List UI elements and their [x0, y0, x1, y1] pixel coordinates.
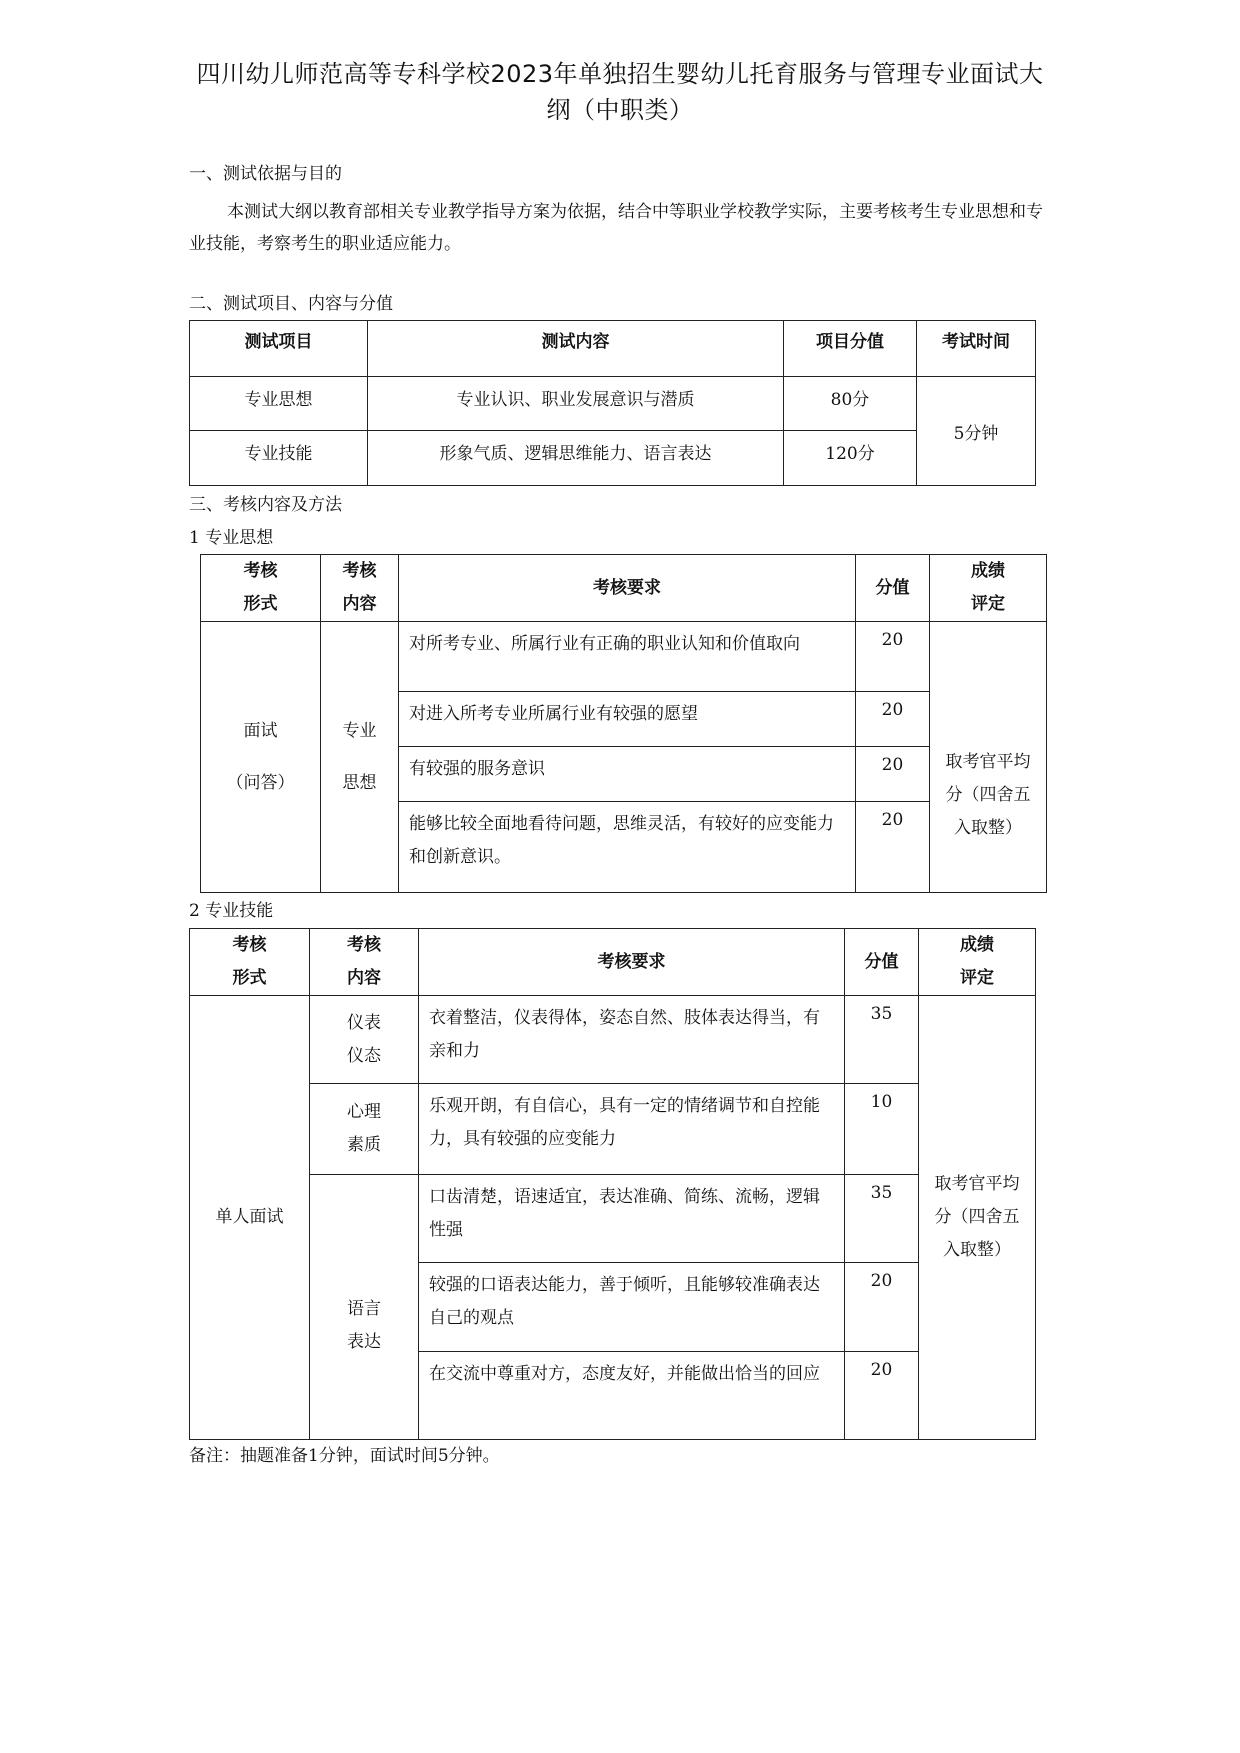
requirement-cell: 较强的口语表达能力，善于倾听，且能够较准确表达自己的观点 [419, 1263, 845, 1352]
header-requirement: 考核要求 [399, 555, 856, 622]
score-cell: 10 [845, 1084, 919, 1175]
header-requirement: 考核要求 [419, 929, 845, 996]
requirement-cell: 口齿清楚，语速适宜，表达准确、简练、流畅，逻辑性强 [419, 1175, 845, 1263]
header-evaluation: 成绩 评定 [930, 555, 1047, 622]
section1-body: 本测试大纲以教育部相关专业教学指导方案为依据，结合中等职业学校教学实际，主要考核考生专业思想和专业技能，考察考生的职业适应能力。 [189, 202, 1043, 254]
part2-heading: 2 专业技能 [189, 901, 274, 921]
table-row [190, 431, 1036, 486]
form-cell: 单人面试 [190, 996, 310, 1440]
header-test-content: 测试内容 [368, 321, 784, 377]
row-score: 80分 [784, 377, 917, 431]
form-cell: 面试 （问答） [201, 622, 321, 893]
requirement-cell: 在交流中尊重对方，态度友好，并能做出恰当的回应 [419, 1352, 845, 1440]
test-items-table [189, 320, 1036, 486]
requirement-cell: 能够比较全面地看待问题，思维灵活，有较好的应变能力和创新意识。 [399, 802, 856, 893]
section3-heading: 三、考核内容及方法 [189, 495, 342, 515]
row-item: 专业思想 [190, 377, 368, 431]
title-line-2: 纲（中职类） [546, 96, 694, 124]
header-content: 考核 内容 [321, 555, 399, 622]
row-score: 120分 [784, 431, 917, 486]
score-cell: 35 [845, 1175, 919, 1263]
professional-skill-table [189, 928, 1036, 1440]
score-cell: 20 [845, 1263, 919, 1352]
content-cell: 专业 思想 [321, 622, 399, 893]
table-header-row [190, 321, 1036, 377]
table-header-row [190, 929, 1036, 996]
score-cell: 35 [845, 996, 919, 1084]
table-row [201, 622, 1047, 692]
header-exam-time: 考试时间 [917, 321, 1036, 377]
requirement-cell: 有较强的服务意识 [399, 747, 856, 802]
score-cell: 20 [856, 802, 930, 893]
header-form: 考核 形式 [201, 555, 321, 622]
header-test-item: 测试项目 [190, 321, 368, 377]
table-row [190, 996, 1036, 1084]
row-content: 形象气质、逻辑思维能力、语言表达 [368, 431, 784, 486]
table-row [190, 1175, 1036, 1263]
score-cell: 20 [856, 747, 930, 802]
content-cell: 心理 素质 [310, 1084, 419, 1175]
table-header-row [201, 555, 1047, 622]
footnote: 备注：抽题准备1分钟，面试时间5分钟。 [189, 1446, 500, 1466]
requirement-cell: 对进入所考专业所属行业有较强的愿望 [399, 692, 856, 747]
score-cell: 20 [845, 1352, 919, 1440]
score-cell: 20 [856, 622, 930, 692]
score-cell: 20 [856, 692, 930, 747]
content-cell: 语言 表达 [310, 1175, 419, 1440]
evaluation-cell: 取考官平均 分（四舍五 入取整） [930, 622, 1047, 893]
requirement-cell: 乐观开朗，有自信心，具有一定的情绪调节和自控能力，具有较强的应变能力 [419, 1084, 845, 1175]
header-evaluation: 成绩 评定 [919, 929, 1036, 996]
part1-heading: 1 专业思想 [189, 528, 274, 548]
row-content: 专业认识、职业发展意识与潜质 [368, 377, 784, 431]
requirement-cell: 衣着整洁，仪表得体，姿态自然、肢体表达得当，有亲和力 [419, 996, 845, 1084]
exam-time-cell: 5分钟 [917, 377, 1036, 486]
header-item-score: 项目分值 [784, 321, 917, 377]
table-row [190, 1084, 1036, 1175]
row-item: 专业技能 [190, 431, 368, 486]
content-cell: 仪表 仪态 [310, 996, 419, 1084]
title-line-1: 四川幼儿师范高等专科学校2023年单独招生婴幼儿托育服务与管理专业面试大 [196, 60, 1044, 88]
evaluation-cell: 取考官平均 分（四舍五 入取整） [919, 996, 1036, 1440]
header-form: 考核 形式 [190, 929, 310, 996]
professional-thought-table [200, 554, 1047, 893]
section1-heading: 一、测试依据与目的 [189, 164, 342, 184]
header-content: 考核 内容 [310, 929, 419, 996]
document-title [150, 56, 1090, 128]
section2-heading: 二、测试项目、内容与分值 [189, 294, 393, 314]
table-row [190, 377, 1036, 431]
requirement-cell: 对所考专业、所属行业有正确的职业认知和价值取向 [399, 622, 856, 692]
header-score: 分值 [845, 929, 919, 996]
header-score: 分值 [856, 555, 930, 622]
